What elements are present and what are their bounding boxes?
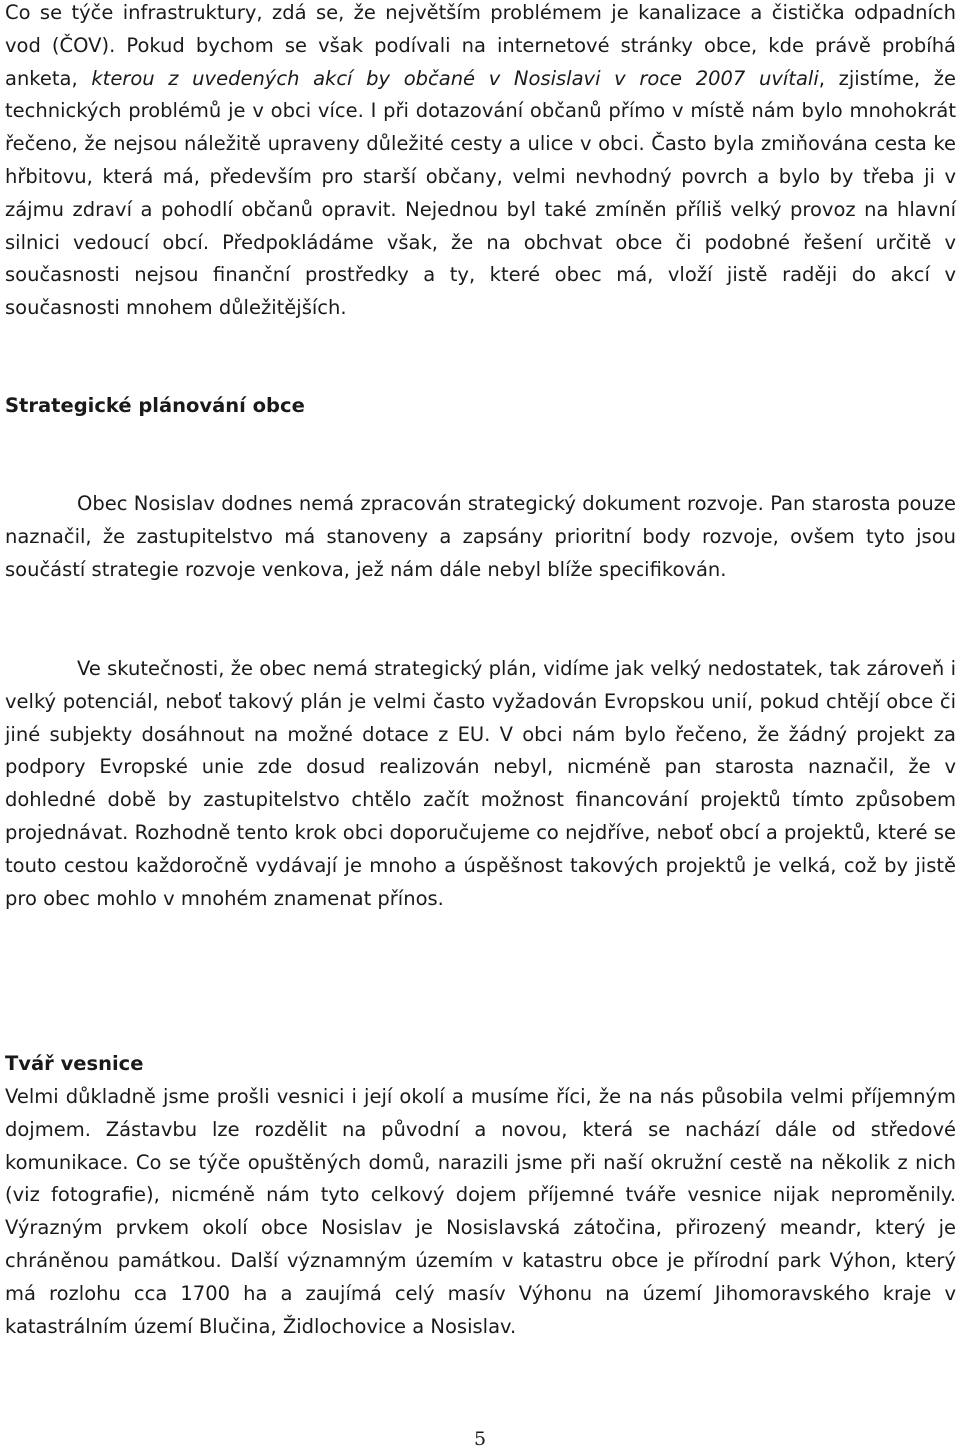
page-number: 5: [473, 1428, 487, 1450]
paragraph-strategic-document: Obec Nosislav dodnes nemá zpracován strategický dokument rozvoje. Pan starosta pouze naznačil, že zastupitelstvo má stanoveny a zapsány prioritní body rozvoje, ovšem tyto jsou součástí strategie rozvoje venkova, jež nám dále nebyl blíže specifikován.: [5, 492, 956, 581]
survey-question-italic: kterou z uvedených akcí by občané v Nosislavi v roce 2007 uvítali: [91, 66, 819, 90]
paragraph-infrastructure-rest: , zjistíme, že technických problémů je v obci více. I při dotazování občanů přímo v místě nám bylo mnohokrát řečeno, že nejsou náležitě upraveny důležité cesty a ulice v obci. Často byla zmiňována cesta ke hřbitovu, která má, především pro starší občany, velmi nevhodný povrch a bylo by třeba ji v zájmu zdraví a pohodlí občanů opravit. Nejednou byl také zmíněn příliš velký provoz na hlavní silnici vedoucí obcí. Předpokládáme však, že na obchvat obce či podobné řešení určitě v současnosti nejsou finanční prostředky a ty, které obec má, vloží jistě raději do akcí v současnosti mnohem důležitějších.: [5, 66, 956, 320]
paragraph-strategic-potential: Ve skutečnosti, že obec nemá strategický plán, vidíme jak velký nedostatek, tak zároveň i velký potenciál, neboť takový plán je velmi často vyžadován Evropskou unií, pokud chtějí obce či jiné subjekty dosáhnout na možné dotace z EU. V obci nám bylo řečeno, že žádný projekt za podpory Evropské unie zde dosud realizován nebyl, nicméně pan starosta naznačil, že v dohledné době by zastupitelstvo chtělo začít možnost financování projektů tímto způsobem projednávat. Rozhodně tento krok obci doporučujeme co nejdříve, neboť obcí a projektů, které se touto cestou každoročně vydávají je mnoho a úspěšnost takových projektů je velká, což by jistě pro obec mohlo v mnohém znamenat přínos.: [5, 657, 956, 910]
paragraph-infrastructure-start: Co se týče infrastruktury, zdá se, že největším problémem je kanalizace a čistička odpadních vod (ČOV). Pokud bychom se však podívali na internetové stránky obce, kde právě probíhá anketa,: [5, 1, 956, 90]
paragraph-infrastructure: [5, 0, 956, 325]
heading-village-face: Tvář vesnice: [5, 1052, 144, 1075]
heading-strategic-planning: Strategické plánování obce: [5, 394, 305, 417]
paragraph-village-face: Velmi důkladně jsme prošli vesnici i její okolí a musíme říci, že na nás působila velmi příjemným dojmem. Zástavbu lze rozdělit na původní a novou, která se nachází dále od středové komunikace. Co se týče opuštěných domů, narazili jsme při naší okružní cestě na několik z nich (viz fotografie), nicméně nám tyto celkový dojem příjemné tváře vesnice nijak neproměnily. Výrazným prvkem okolí obce Nosislav je Nosislavská zátočina, přirozený meandr, který je chráněnou památkou. Další významným územím v katastru obce je přírodní park Výhon, který má rozlohu cca 1700 ha a zaujímá celý masív Výhonu na území Jihomoravského kraje v katastrálním území Blučina, Židlochovice a Nosislav.: [5, 1085, 956, 1338]
